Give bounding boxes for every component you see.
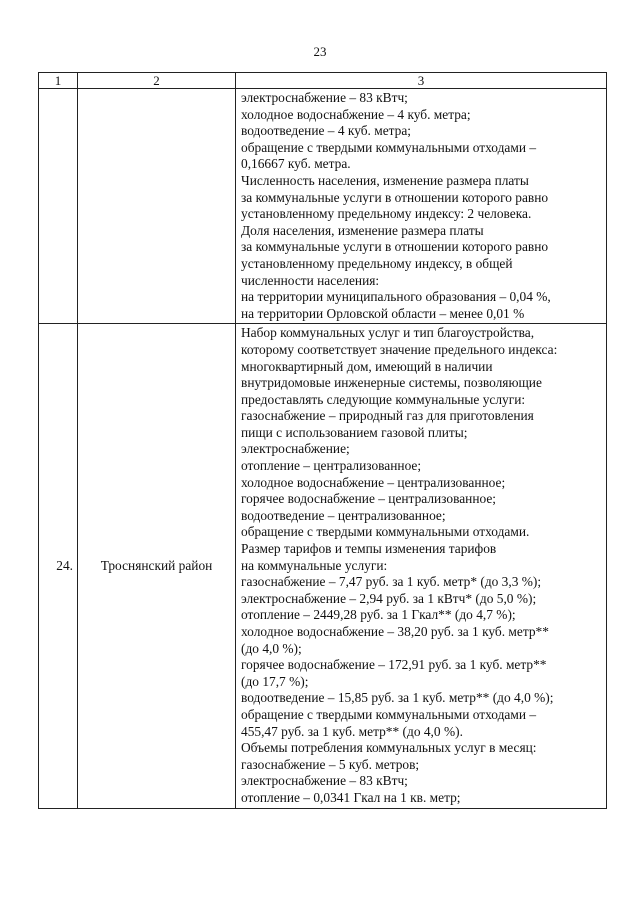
text-line: за коммунальные услуги в отношении которого равно xyxy=(241,239,549,255)
table-header-row xyxy=(39,73,607,89)
text-line: 0,16667 куб. метра. xyxy=(241,156,351,172)
text-line: Доля населения, изменение размера платы xyxy=(241,222,484,238)
text-line: обращение с твердыми коммунальными отходами – xyxy=(241,139,537,155)
text-line: холодное водоснабжение – централизованное; xyxy=(241,474,506,490)
text-line: горячее водоснабжение – централизованное; xyxy=(241,491,497,507)
row-continued-text-cell xyxy=(236,89,607,324)
text-line: газоснабжение – 5 куб. метров; xyxy=(241,756,420,772)
text-line: водоотведение – 15,85 руб. за 1 куб. метр** (до 4,0 %); xyxy=(241,690,554,706)
text-line: предоставлять следующие коммунальные услуги: xyxy=(241,391,526,407)
text-line: горячее водоснабжение – 172,91 руб. за 1 куб. метр** xyxy=(241,657,547,673)
text-line: электроснабжение – 2,94 руб. за 1 кВтч* (до 5,0 %); xyxy=(241,590,537,606)
text-line: пищи с использованием газовой плиты; xyxy=(241,424,468,440)
text-line: численности населения: xyxy=(241,272,380,288)
text-line: внутридомовые инженерные системы, позволяющие xyxy=(241,375,542,391)
text-line: газоснабжение – природный газ для приготовления xyxy=(241,408,534,424)
text-line: обращение с твердыми коммунальными отходами – xyxy=(241,706,537,722)
text-line: Численность населения, изменение размера платы xyxy=(241,172,529,188)
text-line: электроснабжение; xyxy=(241,441,350,457)
page-number: 23 xyxy=(313,44,327,59)
text-line: отопление – 0,0341 Гкал на 1 кв. метр; xyxy=(241,789,461,805)
text-line: Набор коммунальных услуг и тип благоустройства, xyxy=(241,325,535,341)
text-line: (до 17,7 %); xyxy=(241,673,309,689)
text-line: которому соответствует значение предельного индекса: xyxy=(241,341,558,357)
row-24-text-cell xyxy=(236,324,607,808)
text-line: Объемы потребления коммунальных услуг в месяц: xyxy=(241,740,537,756)
row-continued-number-cell xyxy=(39,89,78,324)
text-line: на коммунальные услуги: xyxy=(241,557,388,573)
text-line: холодное водоснабжение – 38,20 руб. за 1 куб. метр** xyxy=(241,624,549,639)
text-line: обращение с твердыми коммунальными отходами. xyxy=(241,524,530,540)
header-col-1: 1 xyxy=(39,73,78,89)
text-line: 455,47 руб. за 1 куб. метр** (до 4,0 %). xyxy=(241,723,463,739)
text-line: водоотведение – централизованное; xyxy=(241,507,446,523)
text-line: установленному предельному индексу, в общей xyxy=(241,255,513,271)
municipality-name: Троснянский район xyxy=(78,324,236,808)
table-row-24 xyxy=(39,324,607,808)
row-continued-name-cell xyxy=(78,89,236,324)
text-line: электроснабжение – 83 кВтч; xyxy=(241,773,408,789)
text-line: на территории Орловской области – менее 0,01 % xyxy=(241,305,525,321)
text-line: отопление – 2449,28 руб. за 1 Гкал** (до 4,7 %); xyxy=(241,607,516,623)
text-line: электроснабжение – 83 кВтч; xyxy=(241,90,408,105)
text-line: холодное водоснабжение – 4 куб. метра; xyxy=(241,106,471,122)
header-col-2: 2 xyxy=(78,73,236,89)
data-table xyxy=(38,72,607,809)
text-line: за коммунальные услуги в отношении которого равно xyxy=(241,189,549,205)
text-line: (до 4,0 %); xyxy=(241,640,302,656)
text-line: на территории муниципального образования – 0,04 %, xyxy=(241,289,551,305)
text-line: Размер тарифов и темпы изменения тарифов xyxy=(241,541,497,557)
table-row-continued xyxy=(39,89,607,324)
text-line: установленному предельному индексу: 2 человека. xyxy=(241,206,532,222)
text-line: отопление – централизованное; xyxy=(241,458,422,474)
text-line: многоквартирный дом, имеющий в наличии xyxy=(241,358,493,374)
text-line: газоснабжение – 7,47 руб. за 1 куб. метр* (до 3,3 %); xyxy=(241,574,542,590)
text-line: водоотведение – 4 куб. метра; xyxy=(241,123,412,139)
row-number: 24. xyxy=(39,324,78,808)
header-col-3: 3 xyxy=(236,73,607,89)
